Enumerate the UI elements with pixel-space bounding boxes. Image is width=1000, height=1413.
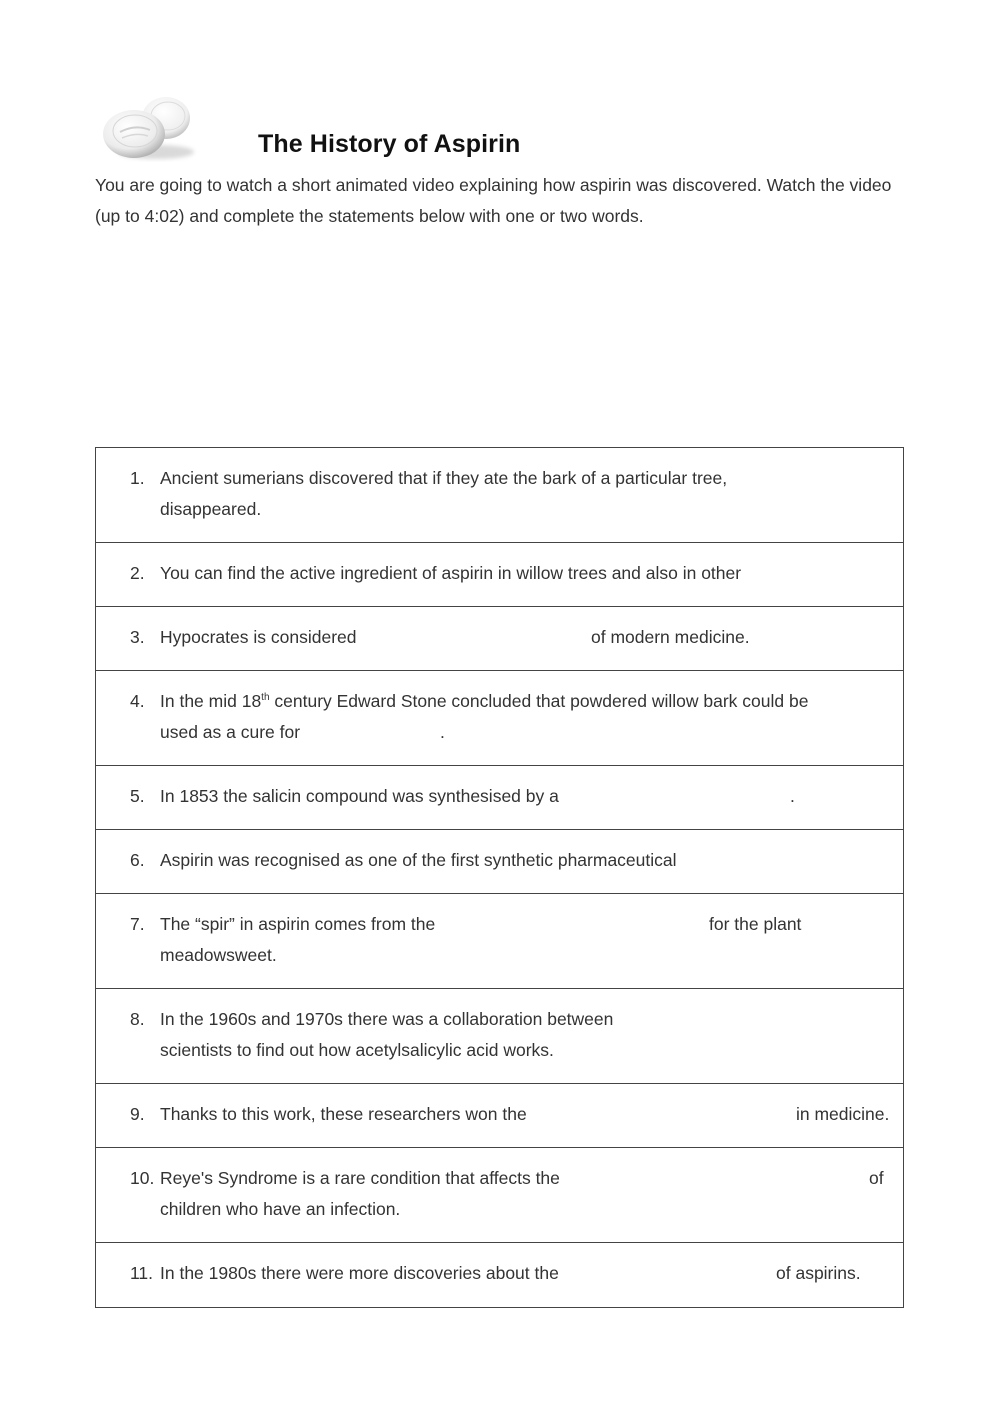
question-number: 6. (130, 850, 145, 870)
question-text: Ancient sumerians discovered that if they ate the bark of a particular tree, (160, 468, 728, 488)
question-text: Reye's Syndrome is a rare condition that affects the (160, 1168, 560, 1188)
question-number: 3. (130, 627, 145, 647)
question-text-part: century Edward Stone concluded that powdered willow bark could be (269, 691, 809, 711)
question-text: children who have an infection. (160, 1199, 401, 1219)
question-row-6 (96, 830, 903, 894)
question-text: . (790, 786, 795, 806)
question-text: The “spir” in aspirin comes from the (160, 914, 436, 934)
intro-paragraph: You are going to watch a short animated video explaining how aspirin was discovered. Watch the video (up to 4:02) and complete the statements below with one or two words. (95, 175, 892, 226)
question-text: of modern medicine. (591, 627, 750, 647)
question-text: of (869, 1168, 884, 1188)
aspirin-tablets-image (100, 90, 200, 166)
question-text: disappeared. (160, 499, 262, 519)
question-number: 2. (130, 563, 145, 583)
question-row-5 (96, 766, 903, 830)
question-row-3 (96, 607, 903, 671)
question-number: 11. (130, 1263, 154, 1283)
question-number: 7. (130, 914, 145, 934)
question-text: used as a cure for (160, 722, 301, 742)
question-number: 10. (130, 1168, 155, 1188)
question-text (160, 686, 808, 717)
question-text: In the 1960s and 1970s there was a collaboration between (160, 1009, 614, 1029)
question-number: 4. (130, 691, 145, 711)
question-row-9 (96, 1084, 903, 1148)
question-row-7 (96, 894, 903, 989)
question-text: You can find the active ingredient of aspirin in willow trees and also in other (160, 563, 742, 583)
question-row-11 (96, 1243, 903, 1307)
page-title: The History of Aspirin (258, 130, 521, 158)
question-text: In 1853 the salicin compound was synthesised by a (160, 786, 559, 806)
question-text: . (440, 722, 445, 742)
question-text: In the 1980s there were more discoveries about the (160, 1263, 559, 1283)
question-text-part: In the mid 18 (160, 691, 262, 711)
question-text: for the plant (709, 914, 802, 934)
question-text: meadowsweet. (160, 945, 277, 965)
question-text: Thanks to this work, these researchers won the (160, 1104, 527, 1124)
question-row-8 (96, 989, 903, 1084)
question-text: of aspirins. (776, 1263, 861, 1283)
question-number: 8. (130, 1009, 145, 1029)
question-number: 9. (130, 1104, 145, 1124)
question-row-10 (96, 1148, 903, 1243)
question-row-2 (96, 543, 903, 607)
question-text: scientists to find out how acetylsalicylic acid works. (160, 1040, 554, 1060)
question-text: Hypocrates is considered (160, 627, 357, 647)
superscript: th (261, 692, 270, 704)
question-table (95, 447, 904, 1308)
question-row-1 (96, 448, 903, 543)
question-number: 5. (130, 786, 145, 806)
question-text: in medicine. (796, 1104, 890, 1124)
question-text: Aspirin was recognised as one of the first synthetic pharmaceutical (160, 850, 677, 870)
question-row-4 (96, 671, 903, 766)
question-number: 1. (130, 468, 145, 488)
